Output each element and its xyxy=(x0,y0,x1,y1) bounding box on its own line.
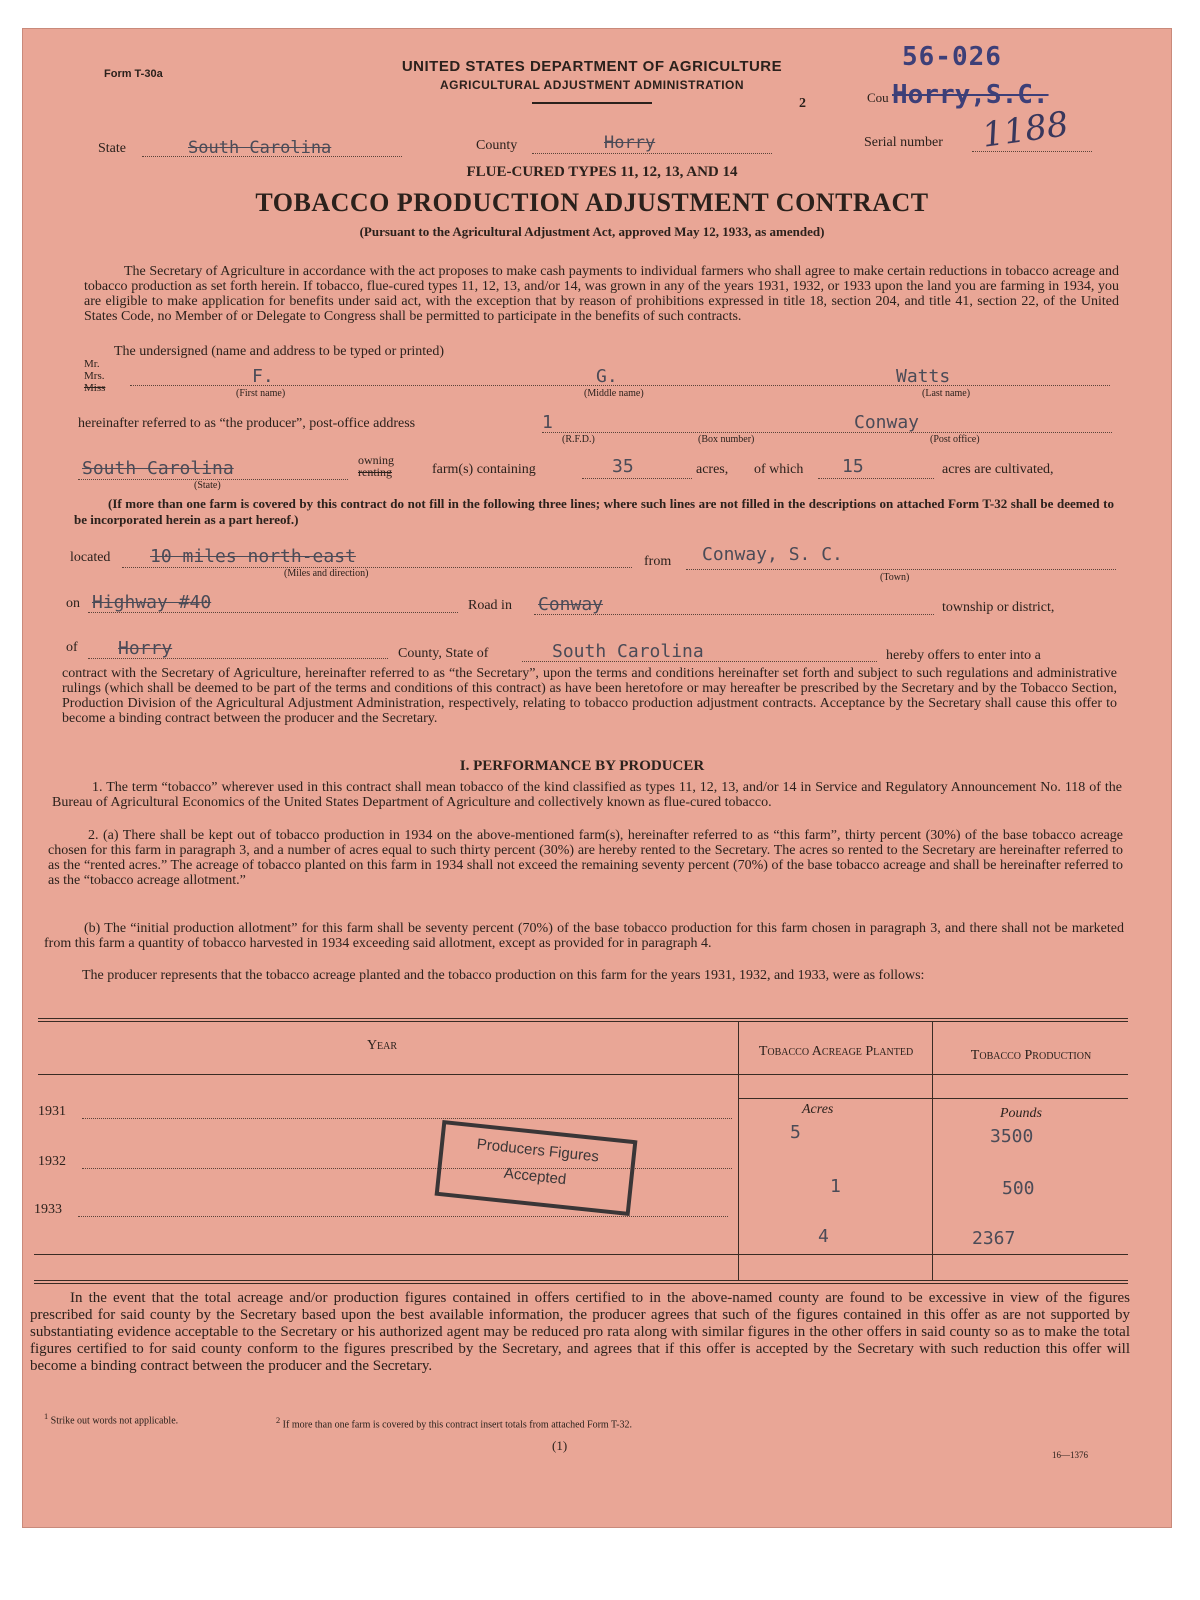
header-rule xyxy=(532,102,652,104)
township-value: Conway xyxy=(538,594,604,615)
county-label: County xyxy=(476,138,518,153)
paragraph-3: The producer represents that the tobacco acreage planted and the tobacco production on this farm for the years 1931, 1932, and 1933, were as follows: xyxy=(82,968,925,983)
post-office: Conway xyxy=(854,412,920,433)
row-acres: 1 xyxy=(830,1176,841,1197)
col-production: Tobacco Production xyxy=(970,1048,1092,1063)
row-pounds: 3500 xyxy=(990,1126,1034,1147)
farm-state: South Carolina xyxy=(82,458,234,479)
form-code: 16—1376 xyxy=(1052,1450,1088,1460)
state-label: State xyxy=(98,141,126,156)
serial-value: 1188 xyxy=(979,104,1071,156)
state-of-value: South Carolina xyxy=(552,641,704,662)
first-name: F. xyxy=(252,366,274,387)
stamp-county: Horry,S.C. xyxy=(892,80,1049,110)
serial-line xyxy=(972,151,1092,152)
stamp-code: 56-026 xyxy=(902,42,1002,72)
serial-label: Serial number xyxy=(864,135,943,150)
contract-form: Form T-30a UNITED STATES DEPARTMENT OF AGRICULTURE AGRICULTURAL ADJUSTMENT ADMINISTRATION 2 56-026 Cou Horry,S.C. Serial number 1188 State South Carolina County Horry FLUE-CURED TYPES 11, 12, 13, AND 14 TOBACCO PRODUCTION ADJUSTMENT CONTRACT (Pursuant to the Agricultural Adjustment Act, approved May 12, 1933, as amended) The Secretary of Agriculture in accordance with the act proposes to make cash payments to individual farmers who shall agree to make certain reductions in tobacco acreage and tobacco production as set forth herein. If tobacco, flue-cured types 11, 12, 13, and/or 14, was grown in any of the years 1931, 1932, or 1933 upon the land you are farming in 1934, you are eligible to make application for benefits under said act, with the exception that by reason of prohibitions expressed in title 18, section 204, and title 41, section 22, of the United States Code, no Member of or Delegate to Congress shall be permitted to participate in the benefits of such contracts. The undersigned (name and address to be typed or printed) Mr. Mrs. Miss F. (First name) G. (Middle name) Watts (Last name) hereinafter referred to as “the producer”, post-office address 1 (R.F.D.) (Box number) Conway (Post office) South Carolina (State) owning renting farm(s) containing 35 acres, of which 15 acres are cultivated, (If more than one farm is covered by this contract do not fill in the following three lines; where such lines are not filled in the descriptions on attached Form T-32 shall be deemed to be incorporated herein as a part hereof.) located 10 miles north-east (Miles and direction) from Conway, S. C. (Town) on Highway #40 Road in Conway township or district, of Horry County, State of South Carolina hereby offers to enter into a contract with the Secretary of Agriculture, hereinafter referred to as “the Secretary”, upon the terms and conditions hereinafter set forth and subject to such regulations and administrative rulings (which shall be deemed to be part of the terms and conditions of this contract) as have been heretofore or may hereafter be prescribed by the Secretary and by the Tobacco Section, Production Division of the Agricultural Adjustment Administration, respectively, relating to tobacco production adjustment contracts. Acceptance by the Secretary shall cause this offer to become a binding contract between the producer and the Secretary. I. PERFORMANCE BY PRODUCER 1. The term “tobacco” wherever used in this contract shall mean tobacco of the kind classified as types 11, 12, 13, and/or 14 in Service and Regulatory Announcement No. 118 of the Bureau of Agricultural Economics of the United States Department of Agriculture and collectively known as flue-cured tobacco. 2. (a) There shall be kept out of tobacco production in 1934 on the above-mentioned farm(s), hereinafter referred to as “this farm”, thirty percent (30%) of the base tobacco acreage chosen for this farm in paragraph 3, and a number of acres equal to such thirty percent (30%) are hereby rented to the Secretary. The acres so rented to the Secretary are hereinafter referred to as the “rented acres.” The acreage of tobacco planted on this farm in 1934 shall not exceed the remaining seventy percent (70%) of the base tobacco acreage and shall be hereinafter referred to as the “tobacco acreage allotment.” (b) The “initial production allotment” for this farm shall be seventy percent (70%) of the base tobacco production for this farm chosen in paragraph 3, and there shall not be marketed from this farm a quantity of tobacco harvested in 1934 exceeding said allotment, except as provided for in paragraph 4. The producer represents that the tobacco acreage planted and the tobacco production on this farm for the years 1931, 1932, and 1933, were as follows: Year Tobacco Acreage Planted Tobacco Production Acres Pounds 1931 5 3500 1932 1 500 1933 4 2367 Producers Figures Accepted In the event that the total acreage and/or production figures contained in offers certified to in the above-named county are found to be excessive in view of the figures prescribed for said county by the Secretary based upon the best available information, the producer agrees that such of the figures contained in this offer as are not supported by substantiating evidence acceptable to the Secretary or his authorized agent may be reduced pro rata along with similar figures in the other offers in said county so as to make the total figures certified to for said county conform to the figures prescribed by the Secretary, and agrees that if this offer is accepted by the Secretary with such reduction this offer will become a binding contract between the producer and the Secretary. $^1$ Strike out words not applicable. $^2$ If more than one farm is covered by this contract insert totals from attached Form T-32. (1) 16—1376 xyxy=(22,28,1172,1528)
row-pounds: 500 xyxy=(1002,1178,1035,1199)
section-heading: I. PERFORMANCE BY PRODUCER xyxy=(459,758,705,774)
title-choices: Mr. Mrs. Miss xyxy=(84,358,106,394)
event-paragraph: In the event that the total acreage and/or production figures contained in offers certified to in the above-named county are found to be excessive in view of the figures prescribed for said county by the Secretary based upon the best available information, the producer agrees that such of the figures contained in this offer as are not supported by substantiating evidence acceptable to the Secretary or his authorized agent may be reduced pro rata along with similar figures in the other offers in said county so as to make the total figures certified to for said county conform to the figures prescribed by the Secretary, and agrees that if this offer is accepted by the Secretary with such reduction this offer will become a binding contract between the producer and the Secretary. xyxy=(30,1290,1130,1374)
contract-paragraph: contract with the Secretary of Agriculture, hereinafter referred to as “the Secretary”, upon the terms and conditions hereinafter set forth and subject to such regulations and administrative rulings (which shall be deemed to be part of the terms and conditions of this contract) as have been heretofore or may hereafter be prescribed by the Secretary and by the Tobacco Section, Production Division of the Agricultural Adjustment Administration, respectively, relating to tobacco production adjustment contracts. Acceptance by the Secretary shall cause this offer to become a binding contract between the producer and the Secretary. xyxy=(62,666,1117,726)
owning-renting: owning renting xyxy=(358,453,394,479)
last-name: Watts xyxy=(896,366,951,387)
location-town: Conway, S. C. xyxy=(702,544,843,565)
row-acres: 4 xyxy=(818,1226,829,1247)
contract-title: TOBACCO PRODUCTION ADJUSTMENT CONTRACT xyxy=(255,188,929,217)
paragraph-1: 1. The term “tobacco” wherever used in this contract shall mean tobacco of the kind classified as types 11, 12, 13, and/or 14 in Service and Regulatory Announcement No. 118 of the Bureau of Agricultural Economics of the United States Department of Agriculture and collectively known as flue-cured tobacco. xyxy=(52,780,1122,810)
paragraph-2a: 2. (a) There shall be kept out of tobacco production in 1934 on the above-mentioned farm(s), hereinafter referred to as “this farm”, thirty percent (30%) of the base tobacco acreage chosen for this farm in paragraph 3, and a number of acres equal to such thirty percent (30%) are hereby rented to the Secretary. The acres so rented to the Secretary are hereinafter referred to as the “rented acres.” The acreage of tobacco planted on this farm in 1934 shall not exceed the remaining seventy percent (70%) of the base tobacco acreage and shall be hereinafter referred to as the “tobacco acreage allotment.” xyxy=(48,828,1123,888)
farm-note: (If more than one farm is covered by this contract do not fill in the following three lines; where such lines are not filled in the descriptions on attached Form T-32 shall be deemed to be incorporated herein as a part hereof.) xyxy=(74,496,1114,527)
unit-acres: Acres xyxy=(802,1102,834,1117)
state-value: South Carolina xyxy=(188,138,332,158)
footnote-2: $^2$ If more than one farm is covered by this contract insert totals from attached Form T-32. xyxy=(276,1416,633,1431)
road-value: Highway #40 xyxy=(92,592,212,613)
page-marker: 2 xyxy=(799,96,806,111)
intro-paragraph: The Secretary of Agriculture in accordance with the act proposes to make cash payments to individual farmers who shall agree to make certain reductions in tobacco acreage and tobacco production as set forth herein. If tobacco, flue-cured types 11, 12, 13, and/or 14, was grown in any of the years 1931, 1932, or 1933 upon the land you are farming in 1934, you are eligible to make application for benefits under said act, with the exception that by reason of prohibitions expressed in title 18, section 204, and title 41, section 22, of the United States Code, no Member of or Delegate to Congress shall be permitted to participate in the benefits of such contracts. xyxy=(84,264,1119,324)
row-pounds: 2367 xyxy=(972,1228,1016,1249)
types-heading: FLUE-CURED TYPES 11, 12, 13, AND 14 xyxy=(466,164,738,180)
row-year: 1933 xyxy=(34,1202,62,1217)
middle-name: G. xyxy=(596,366,618,387)
form-number: Form T-30a xyxy=(104,68,163,80)
paragraph-2b: (b) The “initial production allotment” for this farm shall be seventy percent (70%) of the base tobacco production for this farm chosen in paragraph 3, and there shall not be marketed from this farm a quantity of tobacco harvested in 1934 exceeding said allotment, except as provided for in paragraph 4. xyxy=(44,921,1124,951)
unit-pounds: Pounds xyxy=(1000,1106,1042,1121)
county-value: Horry xyxy=(604,133,656,153)
col-year: Year xyxy=(366,1038,398,1053)
col-acreage: Tobacco Acreage Planted xyxy=(758,1044,914,1059)
county-of-value: Horry xyxy=(118,638,173,659)
cultivated-acres: 15 xyxy=(842,456,864,477)
row-year: 1931 xyxy=(38,1104,66,1119)
row-year: 1932 xyxy=(38,1154,66,1169)
farm-acres: 35 xyxy=(612,456,634,477)
footnote-1: $^1$ Strike out words not applicable. xyxy=(44,1412,179,1427)
address-label: hereinafter referred to as “the producer”, post-office address xyxy=(78,416,416,431)
accepted-stamp: Producers Figures Accepted xyxy=(435,1120,638,1216)
admin-heading: AGRICULTURAL ADJUSTMENT ADMINISTRATION xyxy=(439,78,745,92)
row-acres: 5 xyxy=(790,1122,801,1143)
dept-heading: UNITED STATES DEPARTMENT OF AGRICULTURE xyxy=(401,58,783,75)
rfd-value: 1 xyxy=(542,412,553,433)
farm-label: farm(s) containing xyxy=(432,462,536,477)
undersigned-line: The undersigned (name and address to be typed or printed) xyxy=(114,344,445,359)
page-number: (1) xyxy=(552,1438,568,1453)
location-distance: 10 miles north-east xyxy=(150,546,356,567)
pursuant-line: (Pursuant to the Agricultural Adjustment Act, approved May 12, 1933, as amended) xyxy=(359,224,825,239)
county-code-label: Cou xyxy=(867,90,889,105)
